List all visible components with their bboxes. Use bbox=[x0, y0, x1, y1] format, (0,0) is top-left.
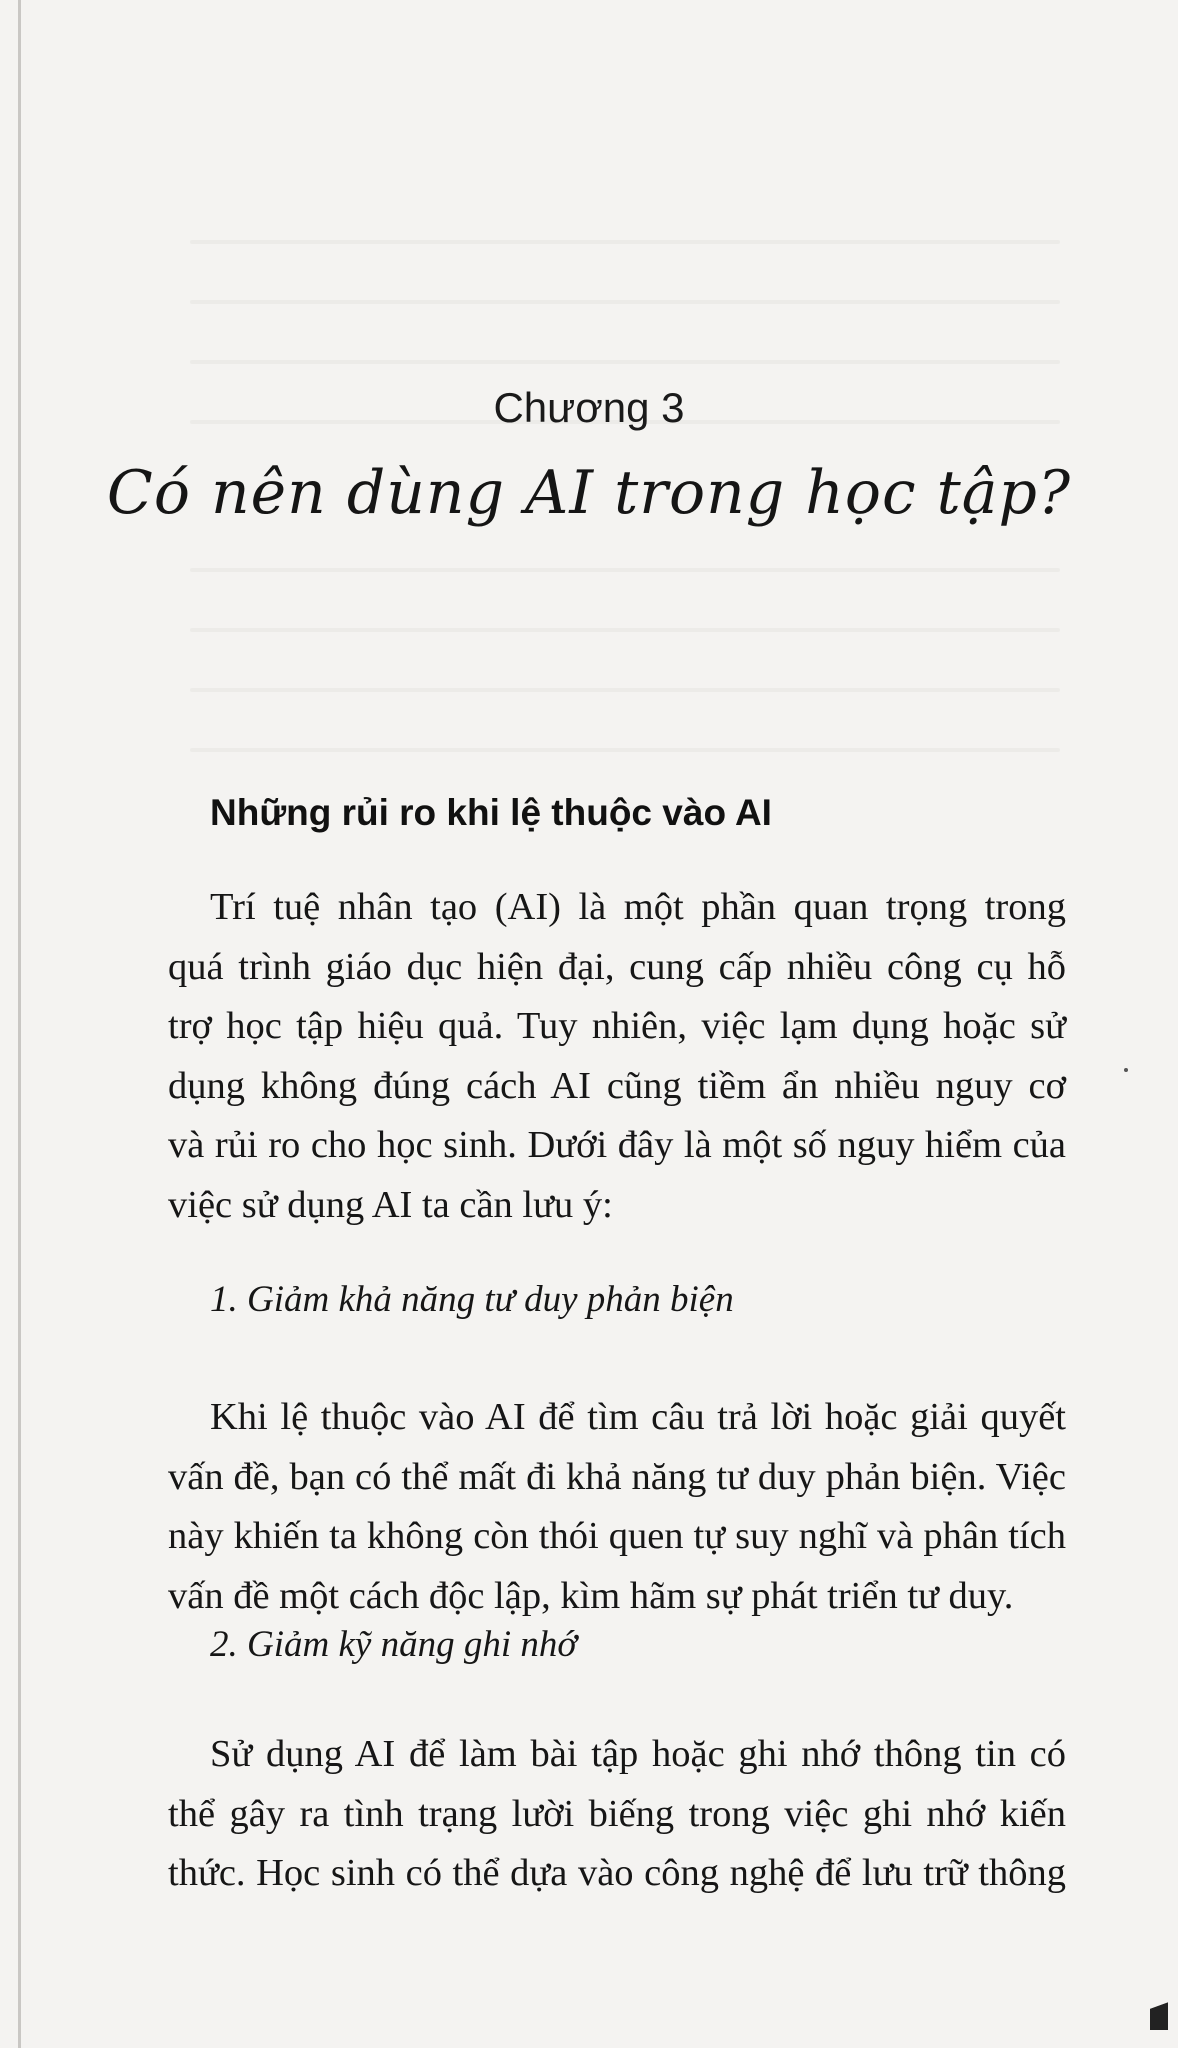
intro-paragraph bbox=[168, 878, 1066, 1235]
text-line: thể gây ra tình trạng lười biếng trong việc ghi nhớ kiến bbox=[168, 1792, 1066, 1835]
page-edge bbox=[18, 0, 21, 2048]
page-corner-shadow bbox=[1150, 1990, 1168, 2030]
text-line: thức. Học sinh có thể dựa vào công nghệ để lưu trữ thông bbox=[168, 1852, 1066, 1894]
stray-mark bbox=[1124, 1068, 1128, 1072]
text-line: này khiến ta không còn thói quen tự suy nghĩ và phân tích bbox=[168, 1515, 1066, 1557]
text-line: Sử dụng AI để làm bài tập hoặc ghi nhớ thông tin có bbox=[210, 1733, 1066, 1775]
item-2-paragraph bbox=[168, 1725, 1066, 1904]
section-heading: Những rủi ro khi lệ thuộc vào AI bbox=[210, 792, 772, 833]
chapter-title: Có nên dùng AI trong học tập? bbox=[106, 458, 1072, 528]
text-line: vấn đề một cách độc lập, kìm hãm sự phát triển tư duy. bbox=[168, 1574, 1014, 1617]
text-line: quá trình giáo dục hiện đại, cung cấp nhiều công cụ hỗ bbox=[168, 945, 1066, 988]
text-line: trợ học tập hiệu quả. Tuy nhiên, việc lạm dụng hoặc sử bbox=[168, 1005, 1066, 1047]
text-line: vấn đề, bạn có thể mất đi khả năng tư duy phản biện. Việc bbox=[168, 1455, 1066, 1498]
text-line: dụng không đúng cách AI cũng tiềm ẩn nhiều nguy cơ bbox=[168, 1064, 1066, 1107]
item-1-paragraph bbox=[168, 1388, 1066, 1626]
item-1-title: 1. Giảm khả năng tư duy phản biện bbox=[210, 1279, 734, 1320]
item-2-title: 2. Giảm kỹ năng ghi nhớ bbox=[210, 1624, 578, 1665]
text-line: Khi lệ thuộc vào AI để tìm câu trả lời hoặc giải quyết bbox=[210, 1396, 1066, 1438]
chapter-label: Chương 3 bbox=[493, 384, 685, 431]
text-line: và rủi ro cho học sinh. Dưới đây là một số nguy hiểm của bbox=[168, 1124, 1066, 1166]
text-line: việc sử dụng AI ta cần lưu ý: bbox=[168, 1183, 613, 1226]
text-line: Trí tuệ nhân tạo (AI) là một phần quan trọng trong bbox=[210, 886, 1066, 928]
